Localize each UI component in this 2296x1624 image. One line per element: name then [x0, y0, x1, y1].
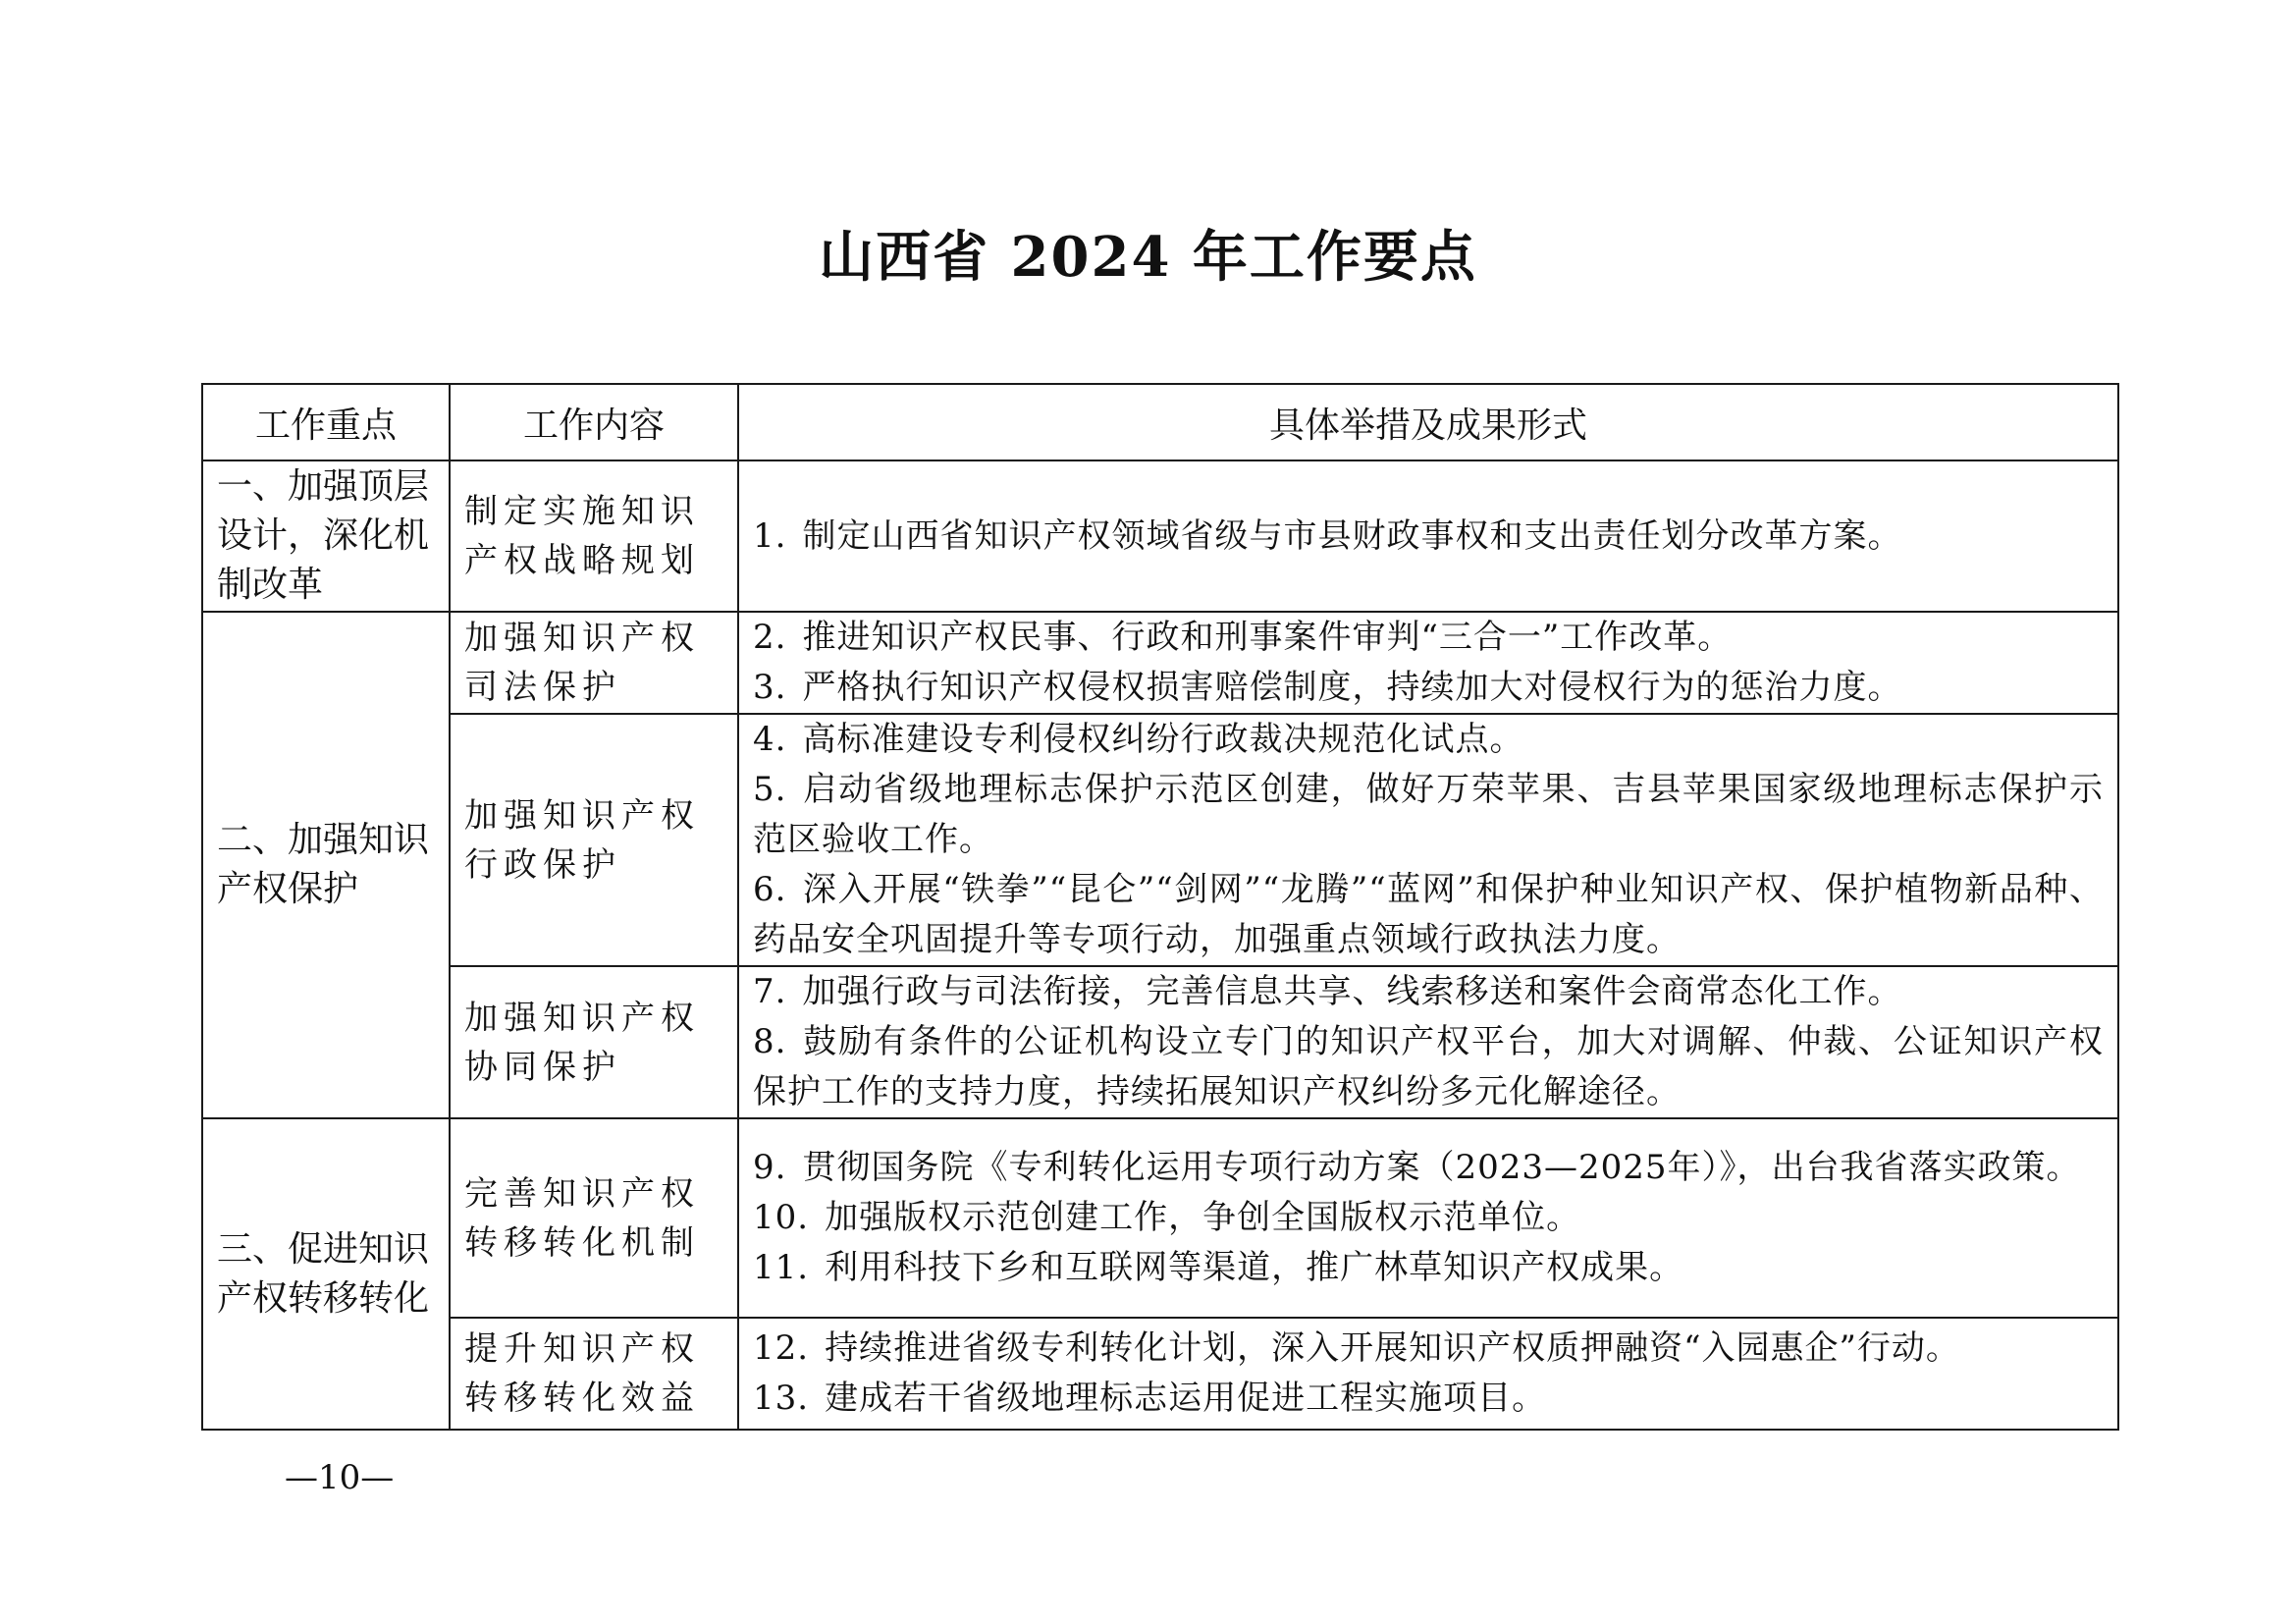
measure-text: 加强版权示范创建工作，争创全国版权示范单位。 — [825, 1198, 1581, 1237]
measure-text: 高标准建设专利侵权纠纷行政裁决规范化试点。 — [802, 720, 1524, 759]
work-content-cell: 完善知识产权转移转化机制 — [450, 1118, 738, 1318]
measure-item — [753, 1017, 2104, 1117]
header-measures: 具体举措及成果形式 — [738, 384, 2118, 460]
table-header-row — [202, 384, 2118, 460]
measure-number: 3. — [753, 668, 787, 707]
measures-cell — [738, 612, 2118, 714]
measures-cell — [738, 714, 2118, 966]
measure-text: 启动省级地理标志保护示范区创建，做好万荣苹果、吉县苹果国家级地理标志保护示范区验收工作。 — [753, 770, 2104, 859]
measure-item — [753, 512, 2104, 562]
measure-number: 6. — [753, 870, 787, 909]
work-focus-cell: 二、加强知识产权保护 — [202, 612, 450, 1118]
measures-cell — [738, 460, 2118, 612]
measure-item — [753, 1324, 2104, 1374]
table-row — [202, 966, 2118, 1118]
header-work-content: 工作内容 — [450, 384, 738, 460]
measure-text: 鼓励有条件的公证机构设立专门的知识产权平台，加大对调解、仲裁、公证知识产权保护工作的支持力度，持续拓展知识产权纠纷多元化解途径。 — [753, 1022, 2104, 1111]
page-title: 山西省 2024 年工作要点 — [819, 225, 1477, 290]
work-content-cell: 加强知识产权行政保护 — [450, 714, 738, 966]
measure-text: 利用科技下乡和互联网等渠道，推广林草知识产权成果。 — [825, 1248, 1684, 1287]
table-row — [202, 1118, 2118, 1318]
table-row — [202, 612, 2118, 714]
measure-number: 13. — [753, 1379, 810, 1418]
measure-text: 深入开展“铁拳”“昆仑”“剑网”“龙腾”“蓝网”和保护种业知识产权、保护植物新品种、药品安全巩固提升等专项行动，加强重点领域行政执法力度。 — [753, 870, 2104, 959]
table-row — [202, 460, 2118, 612]
measure-item — [753, 1193, 2104, 1243]
measure-item — [753, 1243, 2104, 1293]
work-content-cell: 加强知识产权协同保护 — [450, 966, 738, 1118]
measure-number: 11. — [753, 1248, 810, 1287]
measure-number: 10. — [753, 1198, 810, 1237]
measure-item — [753, 765, 2104, 865]
work-content-cell: 提升知识产权转移转化效益 — [450, 1318, 738, 1430]
work-content-cell: 加强知识产权司法保护 — [450, 612, 738, 714]
page-number: —10— — [285, 1458, 395, 1497]
measure-number: 12. — [753, 1328, 810, 1368]
measures-cell — [738, 1118, 2118, 1318]
measure-text: 建成若干省级地理标志运用促进工程实施项目。 — [825, 1379, 1547, 1418]
measure-number: 5. — [753, 770, 787, 809]
measure-text: 制定山西省知识产权领域省级与市县财政事权和支出责任划分改革方案。 — [802, 515, 1902, 556]
table-row — [202, 714, 2118, 966]
measure-item — [753, 1374, 2104, 1424]
measure-number: 7. — [753, 972, 787, 1011]
measure-item — [753, 967, 2104, 1017]
measure-number: 1. — [753, 515, 787, 556]
measure-text: 加强行政与司法衔接，完善信息共享、线索移送和案件会商常态化工作。 — [802, 972, 1902, 1011]
header-work-focus: 工作重点 — [202, 384, 450, 460]
measure-text: 贯彻国务院《专利转化运用专项行动方案（2023—2025年）》，出台我省落实政策。 — [802, 1148, 2081, 1187]
measure-item — [753, 1143, 2104, 1193]
table-row — [202, 1318, 2118, 1430]
measure-item — [753, 663, 2104, 713]
measure-item — [753, 715, 2104, 765]
measure-text: 推进知识产权民事、行政和刑事案件审判“三合一”工作改革。 — [802, 618, 1733, 657]
work-focus-cell: 一、加强顶层设计，深化机制改革 — [202, 460, 450, 612]
work-focus-cell: 三、促进知识产权转移转化 — [202, 1118, 450, 1430]
work-plan-table — [201, 383, 2119, 1431]
measure-text: 持续推进省级专利转化计划，深入开展知识产权质押融资“入园惠企”行动。 — [825, 1328, 1960, 1368]
measure-number: 2. — [753, 618, 787, 657]
measure-item — [753, 865, 2104, 965]
measures-cell — [738, 1318, 2118, 1430]
measure-number: 8. — [753, 1022, 787, 1061]
work-content-cell: 制定实施知识产权战略规划 — [450, 460, 738, 612]
measure-number: 9. — [753, 1148, 787, 1187]
measures-cell — [738, 966, 2118, 1118]
measure-number: 4. — [753, 720, 787, 759]
measure-item — [753, 613, 2104, 663]
measure-text: 严格执行知识产权侵权损害赔偿制度，持续加大对侵权行为的惩治力度。 — [802, 668, 1902, 707]
